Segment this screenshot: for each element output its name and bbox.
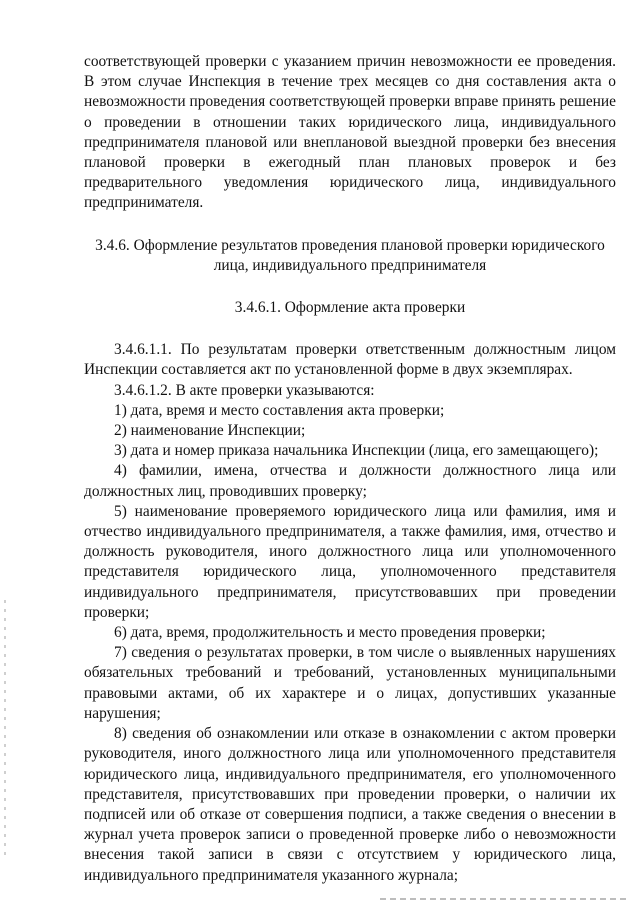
list-item-7: 7) сведения о результатах проверки, в том числе о выявленных нарушениях обязательных требований и требований, установленных муниципальными правовыми актами, об их характере и о лицах, допустивших указанные нарушения; [84, 644, 616, 722]
section-heading-line-2: лица, индивидуального предпринимателя [213, 256, 487, 274]
subsection-heading: 3.4.6.1. Оформление акта проверки [234, 299, 466, 317]
list-item-4: 4) фамилии, имена, отчества и должности должностного лица или должностных лиц, проводивших проверку; [84, 462, 616, 500]
continued-paragraph: соответствующей проверки с указанием причин невозможности ее проведения. В этом случае Инспекция в течение трех месяцев со дня составления акта о невозможности проведения соответствующей проверки вправе принять решение о проведении в отношении таких юридического лица, индивидуального предпринимателя плановой или внеплановой выездной проверки без внесения плановой проверки в ежегодный план плановых проверок и без предварительного уведомления юридического лица, индивидуального предпринимателя. [84, 53, 616, 212]
paragraph-3-4-6-1-2: 3.4.6.1.2. В акте проверки указываются: [114, 381, 375, 399]
list-item-8: 8) сведения об ознакомлении или отказе в ознакомлении с актом проверки руководителя, иного должностного лица или уполномоченного представителя юридического лица, индивидуального предпринимателя, его уполномоченного представителя, присутствовавших при проведении проверки, о наличии их подписей или об отказе от совершения подписи, а также сведения о внесении в журнал учета проверок записи о проведенной проверке либо о невозможности внесения такой записи в связи с отсутствием у юридического лица, индивидуального предпринимателя указанного журнала; [84, 725, 616, 884]
list-item-3: 3) дата и номер приказа начальника Инспекции (лица, его замещающего); [114, 442, 599, 460]
document-page [84, 52, 616, 886]
section-heading [84, 236, 616, 276]
scan-edge-mark-bottom [380, 898, 630, 900]
section-heading-line-1: 3.4.6. Оформление результатов проведения плановой проверки юридического [95, 236, 605, 254]
list-item-2: 2) наименование Инспекции; [114, 422, 306, 440]
scan-edge-mark [4, 600, 6, 860]
list-item-1: 1) дата, время и место составления акта проверки; [114, 401, 445, 419]
paragraph-3-4-6-1-1: 3.4.6.1.1. По результатам проверки ответственным должностным лицом Инспекции составляется акт по установленной форме в двух экземплярах. [84, 341, 616, 379]
list-item-5: 5) наименование проверяемого юридического лица или фамилия, имя и отчество индивидуального предпринимателя, а также фамилия, имя, отчество и должность руководителя, иного должностного лица или уполномоченного представителя юридического лица, уполномоченного представителя индивидуального предпринимателя, присутствовавших при проведении проверки; [84, 502, 616, 621]
list-item-6: 6) дата, время, продолжительность и место проведения проверки; [114, 624, 546, 642]
